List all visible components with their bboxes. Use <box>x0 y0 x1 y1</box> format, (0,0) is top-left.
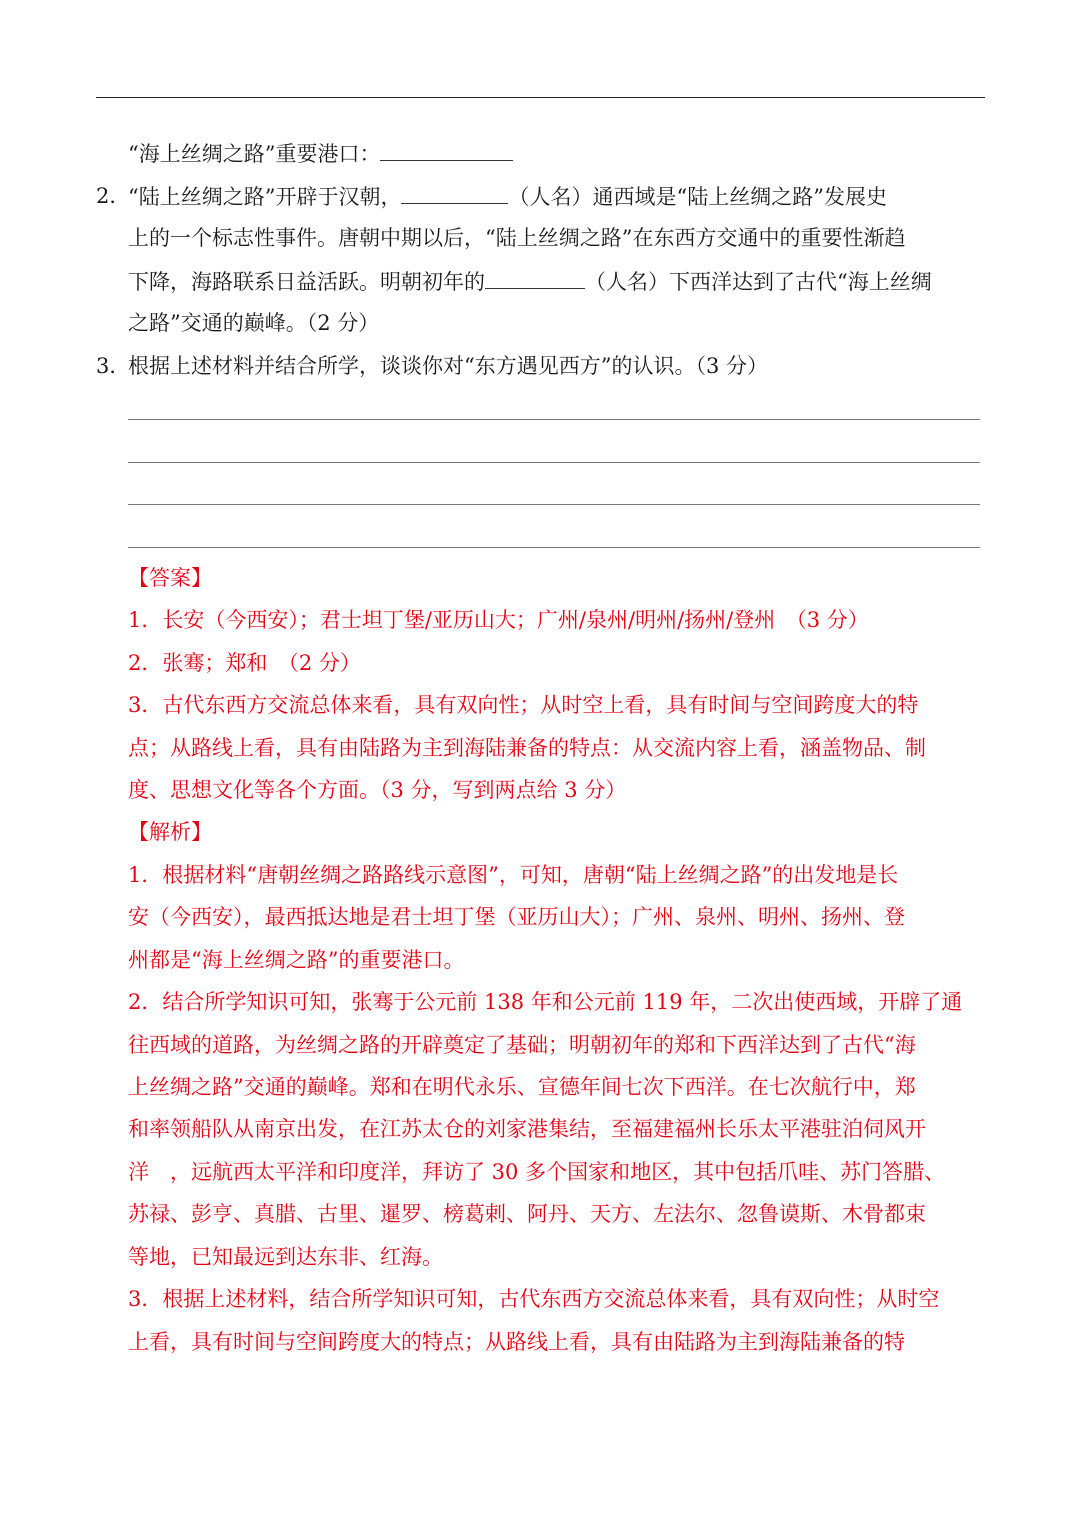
q2-number: 2． <box>96 184 131 208</box>
analysis-1-line-2: 安（今西安），最西抵达地是君士坦丁堡（亚历山大）；广州、泉州、明州、扬州、登 <box>128 905 905 929</box>
q2-line-2: 上的一个标志性事件。唐朝中期以后，“陆上丝绸之路”在东西方交通中的重要性渐趋 <box>128 226 906 250</box>
answer-heading: 【答案】 <box>128 566 212 590</box>
analysis-2-line-2: 往西域的道路，为丝绸之路的开辟奠定了基础；明朝初年的郑和下西洋达到了古代“海 <box>128 1033 916 1057</box>
answer-3-line-3: 度、思想文化等各个方面。（3 分，写到两点给 3 分） <box>128 778 627 802</box>
analysis-heading: 【解析】 <box>128 820 212 844</box>
analysis-3-line-2: 上看，具有时间与空间跨度大的特点；从路线上看，具有由陆路为主到海陆兼备的特 <box>128 1330 905 1354</box>
analysis-2-line-4: 和率领船队从南京出发，在江苏太仓的刘家港集结，至福建福州长乐太平港驻泊伺风开 <box>128 1117 926 1141</box>
analysis-2-line-5: 洋 ，远航西太平洋和印度洋，拜访了 30 多个国家和地区，其中包括爪哇、苏门答腊、 <box>128 1160 946 1184</box>
answer-2: 2．张骞；郑和 （2 分） <box>128 651 361 675</box>
q3-answer-line-1[interactable] <box>128 419 980 420</box>
q3-number: 3． <box>96 354 131 378</box>
q3-answer-line-2[interactable] <box>128 462 980 463</box>
q1-port-blank[interactable] <box>380 138 513 161</box>
analysis-2-line-6: 苏禄、彭亨、真腊、古里、暹罗、榜葛剌、阿丹、天方、左法尔、忽鲁谟斯、木骨都束 <box>128 1202 926 1226</box>
analysis-2-line-7: 等地，已知最远到达东非、红海。 <box>128 1245 443 1269</box>
q2-text-3b: （人名）下西洋达到了古代“海上丝绸 <box>585 270 932 294</box>
analysis-2-line-1: 2．结合所学知识可知，张骞于公元前 138 年和公元前 119 年，二次出使西域，开辟了通 <box>128 990 963 1014</box>
q3-text: 根据上述材料并结合所学，谈谈你对“东方遇见西方”的认识。（3 分） <box>128 354 769 378</box>
analysis-2-line-3: 上丝绸之路”交通的巅峰。郑和在明代永乐、宣德年间七次下西洋。在七次航行中，郑 <box>128 1075 916 1099</box>
q1-port-line <box>128 138 513 168</box>
analysis-1-line-1: 1．根据材料“唐朝丝绸之路路线示意图”，可知，唐朝“陆上丝绸之路”的出发地是长 <box>128 863 899 887</box>
q2-line-3 <box>128 266 932 296</box>
q2-line-1 <box>128 181 887 211</box>
q2-text-1b: （人名）通西域是“陆上丝绸之路”发展史 <box>508 185 887 209</box>
answer-1: 1．长安（今西安）；君士坦丁堡/亚历山大；广州/泉州/明州/扬州/登州 （3 分） <box>128 608 869 632</box>
q3-answer-line-4[interactable] <box>128 547 980 548</box>
answer-3-line-1: 3．古代东西方交流总体来看，具有双向性；从时空上看，具有时间与空间跨度大的特 <box>128 693 919 717</box>
q2-person-blank-2[interactable] <box>485 266 585 289</box>
q2-text-1a: “陆上丝绸之路”开辟于汉朝， <box>128 185 402 209</box>
analysis-3-line-1: 3．根据上述材料，结合所学知识可知，古代东西方交流总体来看，具有双向性；从时空 <box>128 1287 940 1311</box>
header-rule <box>96 97 985 98</box>
answer-3-line-2: 点；从路线上看，具有由陆路为主到海陆兼备的特点：从交流内容上看，涵盖物品、制 <box>128 736 926 760</box>
analysis-1-line-3: 州都是“海上丝绸之路”的重要港口。 <box>128 948 465 972</box>
q3-answer-line-3[interactable] <box>128 504 980 505</box>
q2-line-4: 之路”交通的巅峰。（2 分） <box>128 311 380 335</box>
q1-port-label: “海上丝绸之路”重要港口： <box>128 142 381 166</box>
q2-text-3a: 下降，海路联系日益活跃。明朝初年的 <box>128 270 485 294</box>
q2-person-blank-1[interactable] <box>401 181 508 204</box>
